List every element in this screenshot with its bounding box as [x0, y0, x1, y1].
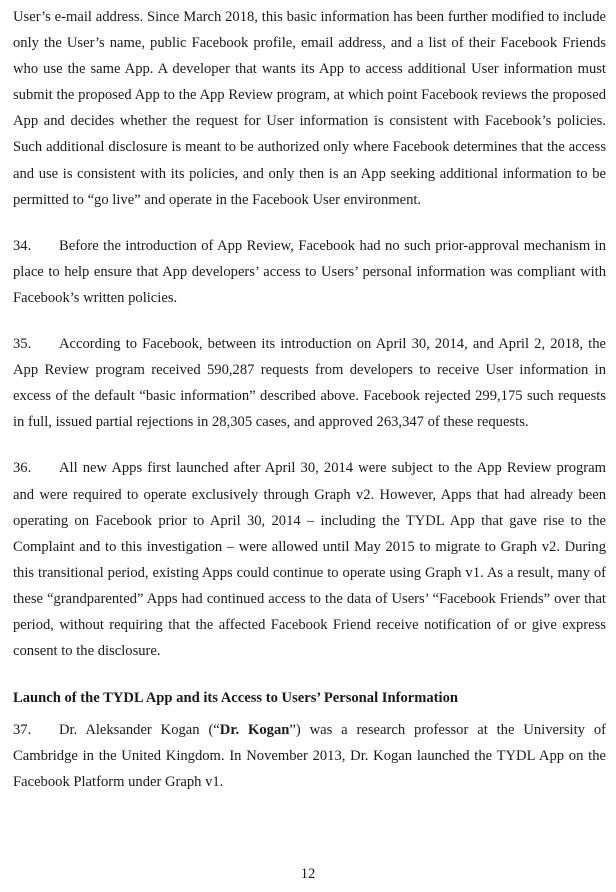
- paragraph-number: 35.: [13, 336, 32, 353]
- paragraph-35: [13, 331, 606, 435]
- document-page: [13, 4, 606, 795]
- paragraph-text-before: Dr. Aleksander Kogan (“: [59, 722, 220, 739]
- paragraph-continuation: User’s e-mail address. Since March 2018, this basic information has been further modified to include only the User’s name, public Facebook profile, email address, and a list of their Facebook Friends who use the same App. A developer that wants its App to access additional User information must submit the proposed App to the App Review program, at which point Facebook reviews the proposed App and decides whether the request for User information is consistent with Facebook’s policies. Such additional disclosure is meant to be authorized only where Facebook determines that the access and use is consistent with its policies, and only then is an App seeking additional information to be permitted to “go live” and operate in the Facebook User environment.: [13, 9, 606, 208]
- paragraph-text-after: ”) was a research professor at the University of Cambridge in the United Kingdom. In November 2013, Dr. Kogan launched the TYDL App on the Facebook Platform under Graph v1.: [13, 722, 606, 791]
- page-number: 12: [300, 866, 316, 882]
- paragraph-text: According to Facebook, between its introduction on April 30, 2014, and April 2, 2018, the App Review program received 590,287 requests from developers to receive User information in excess of the default “basic information” described above. Facebook rejected 299,175 such requests in full, issued partial rejections in 28,305 cases, and approved 263,347 of these requests.: [13, 336, 606, 431]
- defined-term: Dr. Kogan: [219, 722, 290, 739]
- paragraph-text: Before the introduction of App Review, Facebook had no such prior-approval mechanism in place to help ensure that App developers’ access to Users’ personal information was compliant with Facebook’s written policies.: [13, 237, 606, 306]
- paragraph-number: 37.: [13, 722, 32, 739]
- section-heading: Launch of the TYDL App and its Access to Users’ Personal Information: [13, 690, 459, 707]
- paragraph-number: 34.: [13, 237, 32, 254]
- paragraph-36: [13, 455, 606, 664]
- paragraph-text: All new Apps first launched after April 30, 2014 were subject to the App Review program and were required to operate exclusively through Graph v2. However, Apps that had already been operating on Facebook prior to April 30, 2014 – including the TYDL App that gave rise to the Complaint and to this investigation – were allowed until May 2015 to migrate to Graph v2. During this transitional period, existing Apps could continue to operate using Graph v1. As a result, many of these “grandparented” Apps had continued access to the data of Users’ “Facebook Friends” over that period, without requiring that the affected Facebook Friend receive notification of or give express consent to the disclosure.: [13, 460, 606, 660]
- paragraph-37: [13, 717, 606, 795]
- paragraph-number: 36.: [13, 460, 32, 477]
- paragraph-34: [13, 233, 606, 311]
